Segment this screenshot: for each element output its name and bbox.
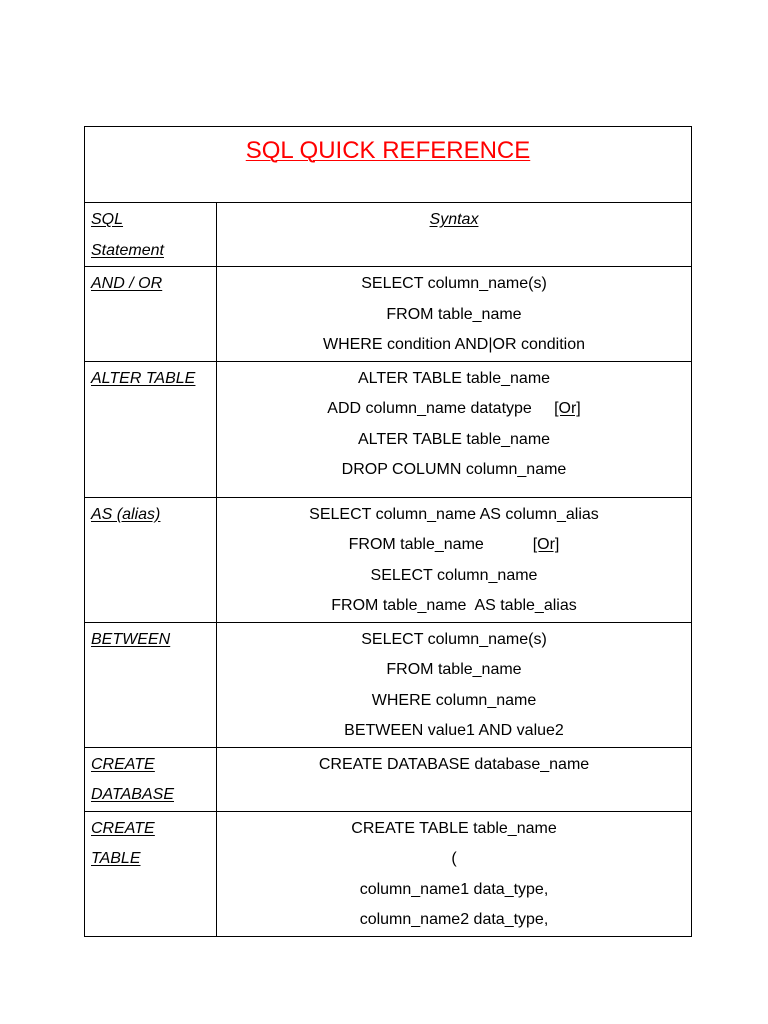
statement-label: BETWEEN — [91, 630, 171, 648]
header-syntax: Syntax — [429, 211, 479, 228]
syntax-line-with-or — [221, 394, 687, 425]
statement-label: ALTER TABLE — [91, 369, 196, 387]
statement-label: TABLE — [91, 850, 141, 867]
title-row — [85, 127, 692, 203]
syntax-line: ( — [451, 850, 457, 867]
syntax-cell — [217, 361, 692, 497]
statement-cell — [85, 747, 217, 811]
table-row — [85, 267, 692, 362]
header-syntax-cell — [217, 203, 692, 267]
syntax-line: column_name2 data_type, — [359, 911, 549, 928]
syntax-line: FROM table_name — [386, 661, 522, 678]
title-cell — [85, 127, 692, 203]
sql-reference-table — [84, 126, 692, 937]
syntax-cell — [217, 267, 692, 362]
syntax-line: WHERE column_name — [371, 691, 537, 709]
syntax-line: ALTER TABLE table_name — [357, 430, 551, 448]
syntax-line: CREATE TABLE table_name — [351, 819, 557, 837]
syntax-line: column_name1 data_type, — [359, 880, 549, 898]
syntax-line: SELECT column_name(s) — [361, 275, 547, 292]
syntax-cell — [217, 497, 692, 622]
syntax-line: ALTER TABLE table_name — [357, 369, 551, 387]
syntax-line-with-or — [221, 530, 687, 561]
header-statement-cell — [85, 203, 217, 267]
statement-label: CREATE — [91, 755, 155, 773]
header-statement-line1: SQL — [91, 211, 124, 228]
header-row — [85, 203, 692, 267]
table-row — [85, 497, 692, 622]
table-row — [85, 811, 692, 936]
syntax-cell — [217, 747, 692, 811]
or-label: [Or] — [554, 400, 581, 417]
syntax-text: FROM table_name — [348, 536, 484, 553]
or-label: [Or] — [532, 536, 560, 553]
syntax-line: WHERE condition AND|OR condition — [322, 336, 586, 353]
statement-cell — [85, 267, 217, 362]
statement-label: AS (alias) — [91, 505, 161, 523]
syntax-line: SELECT column_name(s) — [361, 630, 547, 648]
syntax-line: SELECT column_name — [370, 566, 538, 584]
syntax-line: SELECT column_name AS column_alias — [309, 505, 599, 523]
statement-label: AND / OR — [91, 275, 163, 292]
statement-cell — [85, 622, 217, 747]
statement-label: CREATE — [91, 819, 155, 837]
syntax-line: BETWEEN value1 AND value2 — [344, 722, 564, 739]
statement-label: DATABASE — [91, 786, 174, 803]
syntax-line: FROM table_name AS table_alias — [331, 597, 577, 614]
syntax-line: CREATE DATABASE database_name — [318, 755, 590, 773]
statement-cell — [85, 361, 217, 497]
syntax-cell — [217, 622, 692, 747]
syntax-line: DROP COLUMN column_name — [341, 461, 567, 478]
statement-cell — [85, 497, 217, 622]
table-row — [85, 747, 692, 811]
header-statement-line2: Statement — [91, 241, 164, 259]
page-title: SQL QUICK REFERENCE — [245, 137, 531, 164]
table-row — [85, 361, 692, 497]
statement-cell — [85, 811, 217, 936]
syntax-cell — [217, 811, 692, 936]
table-row — [85, 622, 692, 747]
syntax-text: ADD column_name datatype — [327, 400, 532, 417]
syntax-line: FROM table_name — [386, 305, 522, 323]
